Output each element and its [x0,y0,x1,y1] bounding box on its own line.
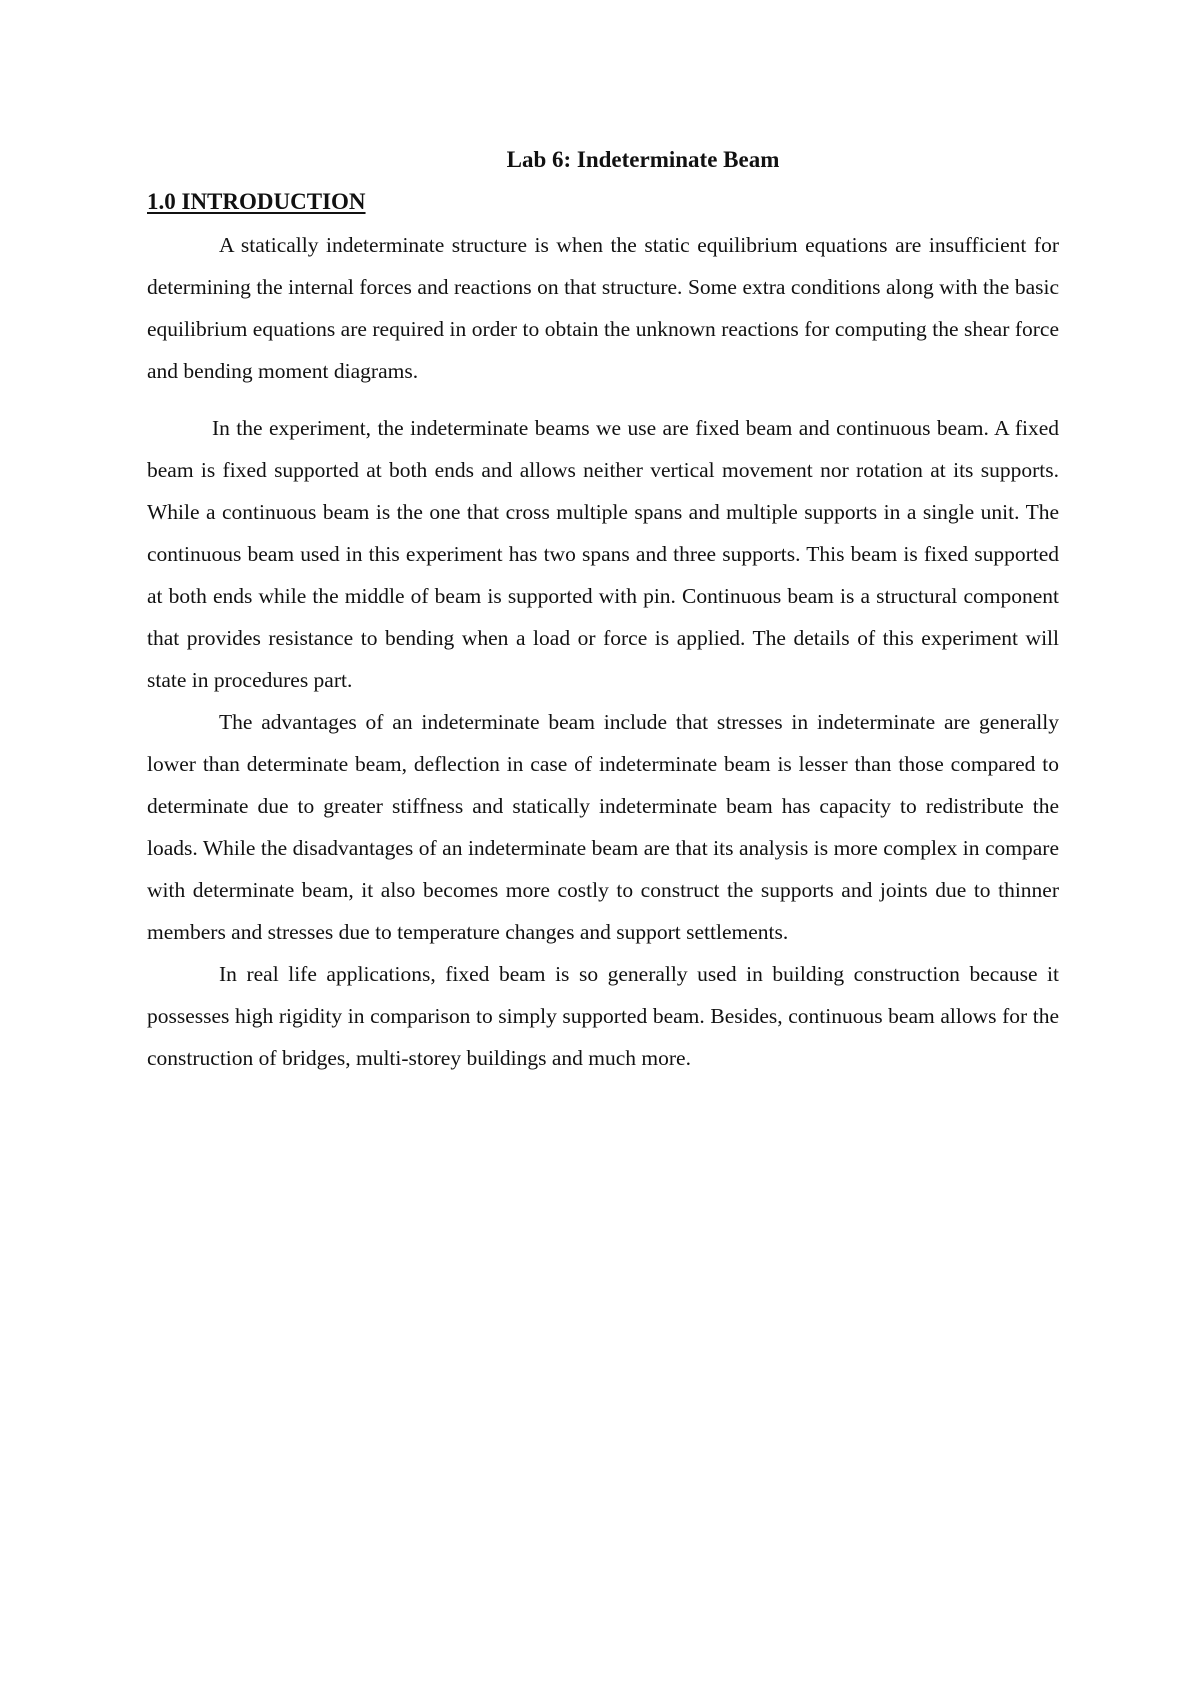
paragraph-advantages: The advantages of an indeterminate beam include that stresses in indeterminate are generally lower than determinate beam, deflection in case of indeterminate beam is lesser than those compared to determinate due to greater stiffness and statically indeterminate beam has capacity to redistribute the loads. While the disadvantages of an indeterminate beam are that its analysis is more complex in compare with determinate beam, it also becomes more costly to construct the supports and joints due to thinner members and stresses due to temperature changes and support settlements. [147,710,1059,944]
paragraph-experiment: In the experiment, the indeterminate beams we use are fixed beam and continuous beam. A fixed beam is fixed supported at both ends and allows neither vertical movement nor rotation at its supports. While a continuous beam is the one that cross multiple spans and multiple supports in a single unit. The continuous beam used in this experiment has two spans and three supports. This beam is fixed supported at both ends while the middle of beam is supported with pin. Continuous beam is a structural component that provides resistance to bending when a load or force is applied. The details of this experiment will state in procedures part. [147,416,1059,692]
section-heading-introduction: 1.0 INTRODUCTION [147,189,366,214]
paragraph-applications: In real life applications, fixed beam is so generally used in building construction because it possesses high rigidity in comparison to simply supported beam. Besides, continuous beam allows for the construction of bridges, multi-storey buildings and much more. [147,962,1059,1070]
document-body [147,140,1059,1079]
document-title: Lab 6: Indeterminate Beam [506,147,780,172]
paragraph-definition: A statically indeterminate structure is when the static equilibrium equations are insufficient for determining the internal forces and reactions on that structure. Some extra conditions along with the basic equilibrium equations are required in order to obtain the unknown reactions for computing the shear force and bending moment diagrams. [147,233,1059,383]
